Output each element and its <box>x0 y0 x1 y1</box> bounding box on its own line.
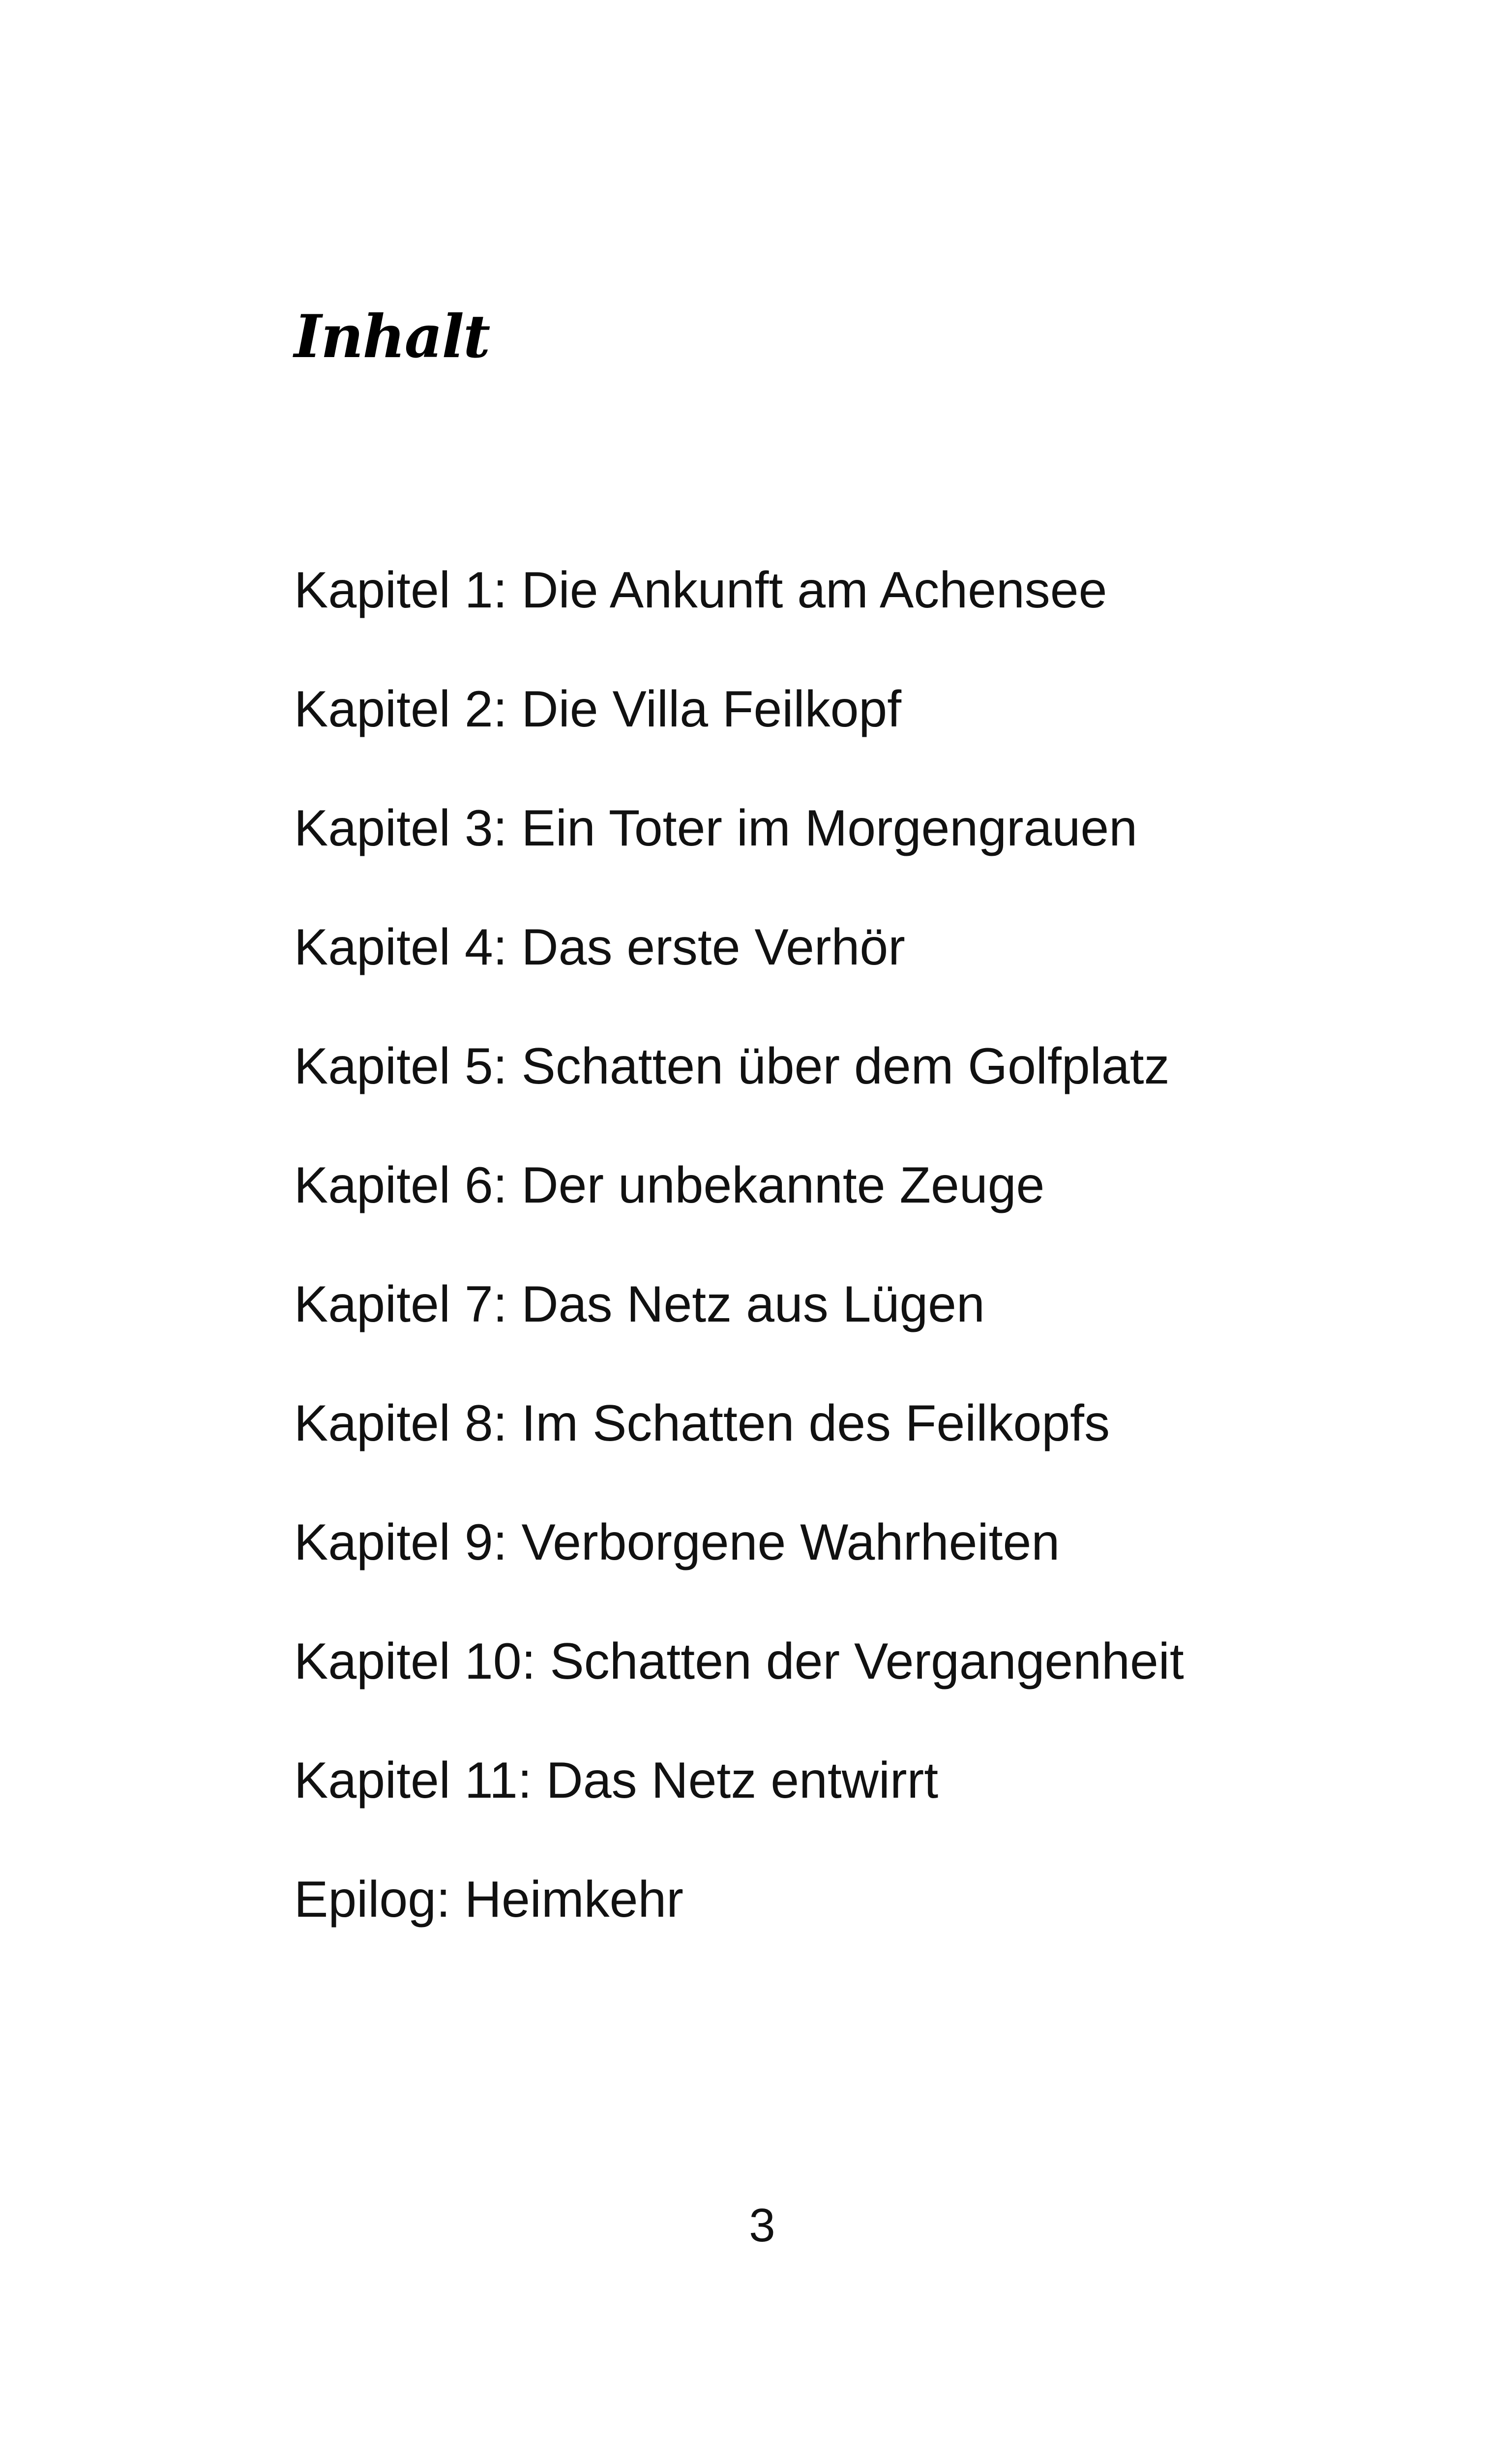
toc-entry-chapter-10: Kapitel 10: Schatten der Vergangenheit <box>294 1633 1184 1690</box>
toc-entry-chapter-3: Kapitel 3: Ein Toter im Morgengrauen <box>294 800 1138 857</box>
toc-entry-chapter-7: Kapitel 7: Das Netz aus Lügen <box>294 1276 985 1333</box>
toc-entry-chapter-4: Kapitel 4: Das erste Verhör <box>294 919 905 976</box>
toc-entry-chapter-9: Kapitel 9: Verborgene Wahrheiten <box>294 1514 1060 1571</box>
toc-entry-chapter-6: Kapitel 6: Der unbekannte Zeuge <box>294 1157 1045 1214</box>
toc-entry-epilog: Epilog: Heimkehr <box>294 1871 683 1928</box>
toc-entry-chapter-2: Kapitel 2: Die Villa Feilkopf <box>294 681 902 738</box>
toc-entry-chapter-11: Kapitel 11: Das Netz entwirrt <box>294 1752 939 1809</box>
toc-entry-chapter-8: Kapitel 8: Im Schatten des Feilkopfs <box>294 1395 1110 1452</box>
toc-entry-chapter-5: Kapitel 5: Schatten über dem Golfplatz <box>294 1038 1170 1095</box>
page-number: 3 <box>749 2199 775 2252</box>
page-title: Inhalt <box>294 302 490 371</box>
toc-entry-chapter-1: Kapitel 1: Die Ankunft am Achensee <box>294 562 1107 619</box>
table-of-contents <box>294 558 1184 1987</box>
